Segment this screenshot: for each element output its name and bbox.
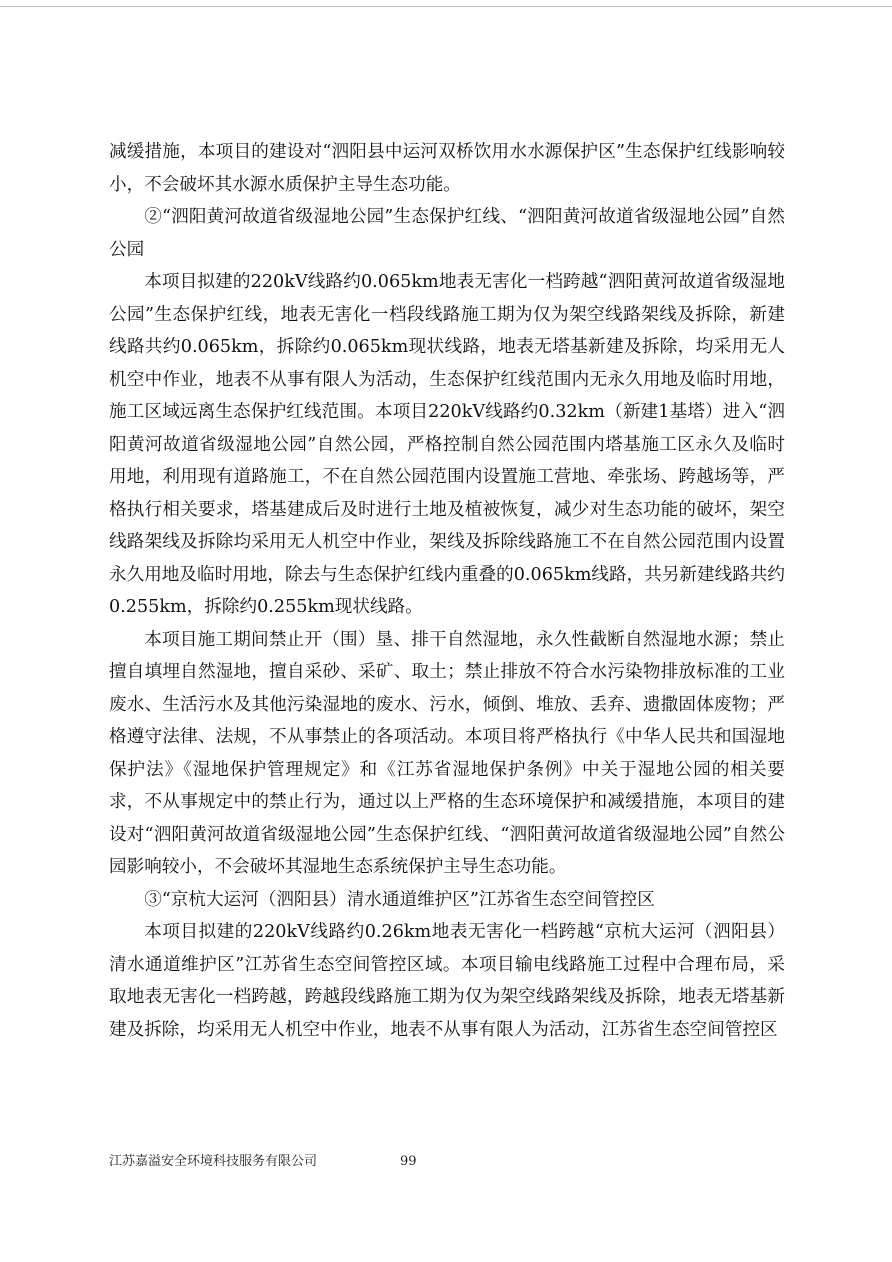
document-body bbox=[109, 136, 785, 1046]
page-number: 99 bbox=[400, 1154, 417, 1169]
header-rule bbox=[0, 6, 892, 7]
footer-company-name: 江苏嘉溢安全环境科技服务有限公司 bbox=[109, 1154, 318, 1169]
paragraph: 减缓措施，本项目的建设对“泗阳县中运河双桥饮用水水源保护区”生态保护红线影响较小，不会破坏其水源水质保护主导生态功能。 bbox=[109, 142, 785, 195]
section-heading: ②“泗阳黄河故道省级湿地公园”生态保护红线、“泗阳黄河故道省级湿地公园”自然公园 bbox=[109, 207, 785, 260]
paragraph: 本项目施工期间禁止开（围）垦、排干自然湿地，永久性截断自然湿地水源；禁止擅自填埋自然湿地，擅自采砂、采矿、取土；禁止排放不符合水污染物排放标准的工业废水、生活污水及其他污染湿地的废水、污水，倾倒、堆放、丢弃、遗撒固体废物；严格遵守法律、法规，不从事禁止的各项活动。本项目将严格执行《中华人民共和国湿地保护法》《湿地保护管理规定》和《江苏省湿地保护条例》中关于湿地公园的相关要求，不从事规定中的禁止行为，通过以上严格的生态环境保护和减缓措施，本项目的建设对“泗阳黄河故道省级湿地公园”生态保护红线、“泗阳黄河故道省级湿地公园”自然公园影响较小，不会破坏其湿地生态系统保护主导生态功能。 bbox=[109, 629, 785, 877]
section-heading: ③“京杭大运河（泗阳县）清水通道维护区”江苏省生态空间管控区 bbox=[144, 889, 655, 910]
paragraph: 本项目拟建的220kV线路约0.26km地表无害化一档跨越“京杭大运河（泗阳县）清水通道维护区”江苏省生态空间管控区域。本项目输电线路施工过程中合理布局，采取地表无害化一档跨越，跨越段线路施工期为仅为架空线路架线及拆除，地表无塔基新建及拆除，均采用无人机空中作业，地表不从事有限人为活动，江苏省生态空间管控区 bbox=[109, 922, 785, 1040]
paragraph: 本项目拟建的220kV线路约0.065km地表无害化一档跨越“泗阳黄河故道省级湿地公园”生态保护红线，地表无害化一档段线路施工期为仅为架空线路架线及拆除，新建线路共约0.065km，拆除约0.065km现状线路，地表无塔基新建及拆除，均采用无人机空中作业，地表不从事有限人为活动，生态保护红线范围内无永久用地及临时用地，施工区域远离生态保护红线范围。本项目220kV线路约0.32km（新建1基塔）进入“泗阳黄河故道省级湿地公园”自然公园，严格控制自然公园范围内塔基施工区永久及临时用地，利用现有道路施工，不在自然公园范围内设置施工营地、牵张场、跨越场等，严格执行相关要求，塔基建成后及时进行土地及植被恢复，减少对生态功能的破坏，架空线路架线及拆除均采用无人机空中作业，架线及拆除线路施工不在自然公园范围内设置永久用地及临时用地，除去与生态保护红线内重叠的0.065km线路，共另新建线路共约0.255km，拆除约0.255km现状线路。 bbox=[109, 272, 785, 617]
